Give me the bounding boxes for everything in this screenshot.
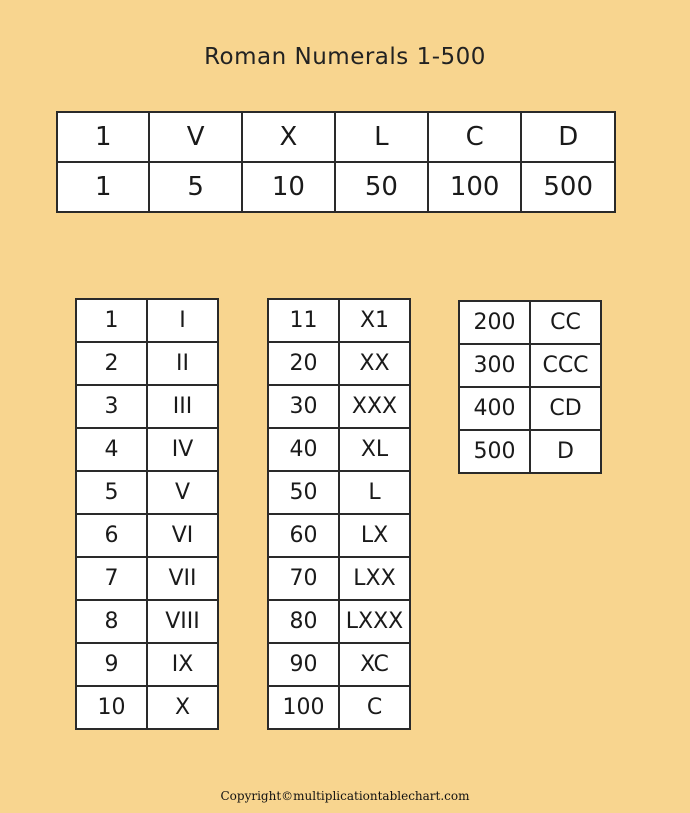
number-cell: 3 xyxy=(76,385,147,428)
summary-table xyxy=(56,111,616,213)
numeral-cell: IX xyxy=(147,643,218,686)
table-row xyxy=(268,557,410,600)
number-cell: 500 xyxy=(459,430,530,473)
table-row xyxy=(459,430,601,473)
numeral-cell: I xyxy=(147,299,218,342)
table-row xyxy=(76,471,218,514)
table-row xyxy=(268,514,410,557)
numeral-cell: VIII xyxy=(147,600,218,643)
table-row xyxy=(268,342,410,385)
number-cell: 5 xyxy=(76,471,147,514)
table-row xyxy=(76,428,218,471)
number-cell: 200 xyxy=(459,301,530,344)
numeral-cell: XX xyxy=(339,342,410,385)
table-row xyxy=(268,643,410,686)
number-cell: 8 xyxy=(76,600,147,643)
value-cell: 10 xyxy=(242,162,335,212)
numeral-cell: X xyxy=(147,686,218,729)
page-title: Roman Numerals 1-500 xyxy=(204,44,486,70)
table-row xyxy=(459,344,601,387)
copyright-notice: Copyright©multiplicationtablechart.com xyxy=(220,789,470,803)
number-cell: 20 xyxy=(268,342,339,385)
table-row xyxy=(76,557,218,600)
numeral-cell: CCC xyxy=(530,344,601,387)
number-cell: 70 xyxy=(268,557,339,600)
numeral-cell: D xyxy=(530,430,601,473)
symbol-row xyxy=(57,112,615,162)
numeral-cell: L xyxy=(339,471,410,514)
table-row xyxy=(76,600,218,643)
number-cell: 60 xyxy=(268,514,339,557)
number-cell: 90 xyxy=(268,643,339,686)
number-cell: 100 xyxy=(268,686,339,729)
numeral-cell: C xyxy=(339,686,410,729)
symbol-cell: D xyxy=(521,112,615,162)
table-row xyxy=(268,428,410,471)
numeral-cell: LXX xyxy=(339,557,410,600)
table-row xyxy=(76,643,218,686)
table-row xyxy=(76,385,218,428)
numeral-cell: II xyxy=(147,342,218,385)
numeral-cell: LXXX xyxy=(339,600,410,643)
number-cell: 11 xyxy=(268,299,339,342)
table-row xyxy=(268,686,410,729)
numeral-table-200-500 xyxy=(458,300,602,474)
symbol-cell: V xyxy=(149,112,241,162)
numeral-table-11-100 xyxy=(267,298,411,730)
value-cell: 500 xyxy=(521,162,615,212)
table-row xyxy=(76,342,218,385)
symbol-cell: 1 xyxy=(57,112,149,162)
number-cell: 400 xyxy=(459,387,530,430)
number-cell: 10 xyxy=(76,686,147,729)
numeral-cell: III xyxy=(147,385,218,428)
table-row xyxy=(268,600,410,643)
table-row xyxy=(76,299,218,342)
table-row xyxy=(76,686,218,729)
number-cell: 80 xyxy=(268,600,339,643)
table-row xyxy=(268,385,410,428)
table-row xyxy=(268,471,410,514)
number-cell: 7 xyxy=(76,557,147,600)
numeral-cell: X1 xyxy=(339,299,410,342)
table-row xyxy=(459,387,601,430)
value-cell: 50 xyxy=(335,162,428,212)
numeral-cell: XC xyxy=(339,643,410,686)
numeral-cell: XXX xyxy=(339,385,410,428)
table-row xyxy=(76,514,218,557)
number-cell: 6 xyxy=(76,514,147,557)
number-cell: 2 xyxy=(76,342,147,385)
table-row xyxy=(268,299,410,342)
value-cell: 5 xyxy=(149,162,241,212)
number-cell: 4 xyxy=(76,428,147,471)
numeral-cell: CC xyxy=(530,301,601,344)
number-cell: 1 xyxy=(76,299,147,342)
numeral-cell: LX xyxy=(339,514,410,557)
numeral-cell: V xyxy=(147,471,218,514)
numeral-cell: CD xyxy=(530,387,601,430)
number-cell: 9 xyxy=(76,643,147,686)
table-row xyxy=(459,301,601,344)
number-cell: 300 xyxy=(459,344,530,387)
symbol-cell: C xyxy=(428,112,522,162)
numeral-table-1-10 xyxy=(75,298,219,730)
number-cell: 40 xyxy=(268,428,339,471)
value-row xyxy=(57,162,615,212)
value-cell: 100 xyxy=(428,162,522,212)
numeral-cell: VI xyxy=(147,514,218,557)
numeral-cell: IV xyxy=(147,428,218,471)
symbol-cell: X xyxy=(242,112,335,162)
value-cell: 1 xyxy=(57,162,149,212)
symbol-cell: L xyxy=(335,112,428,162)
number-cell: 50 xyxy=(268,471,339,514)
numeral-cell: XL xyxy=(339,428,410,471)
numeral-cell: VII xyxy=(147,557,218,600)
number-cell: 30 xyxy=(268,385,339,428)
